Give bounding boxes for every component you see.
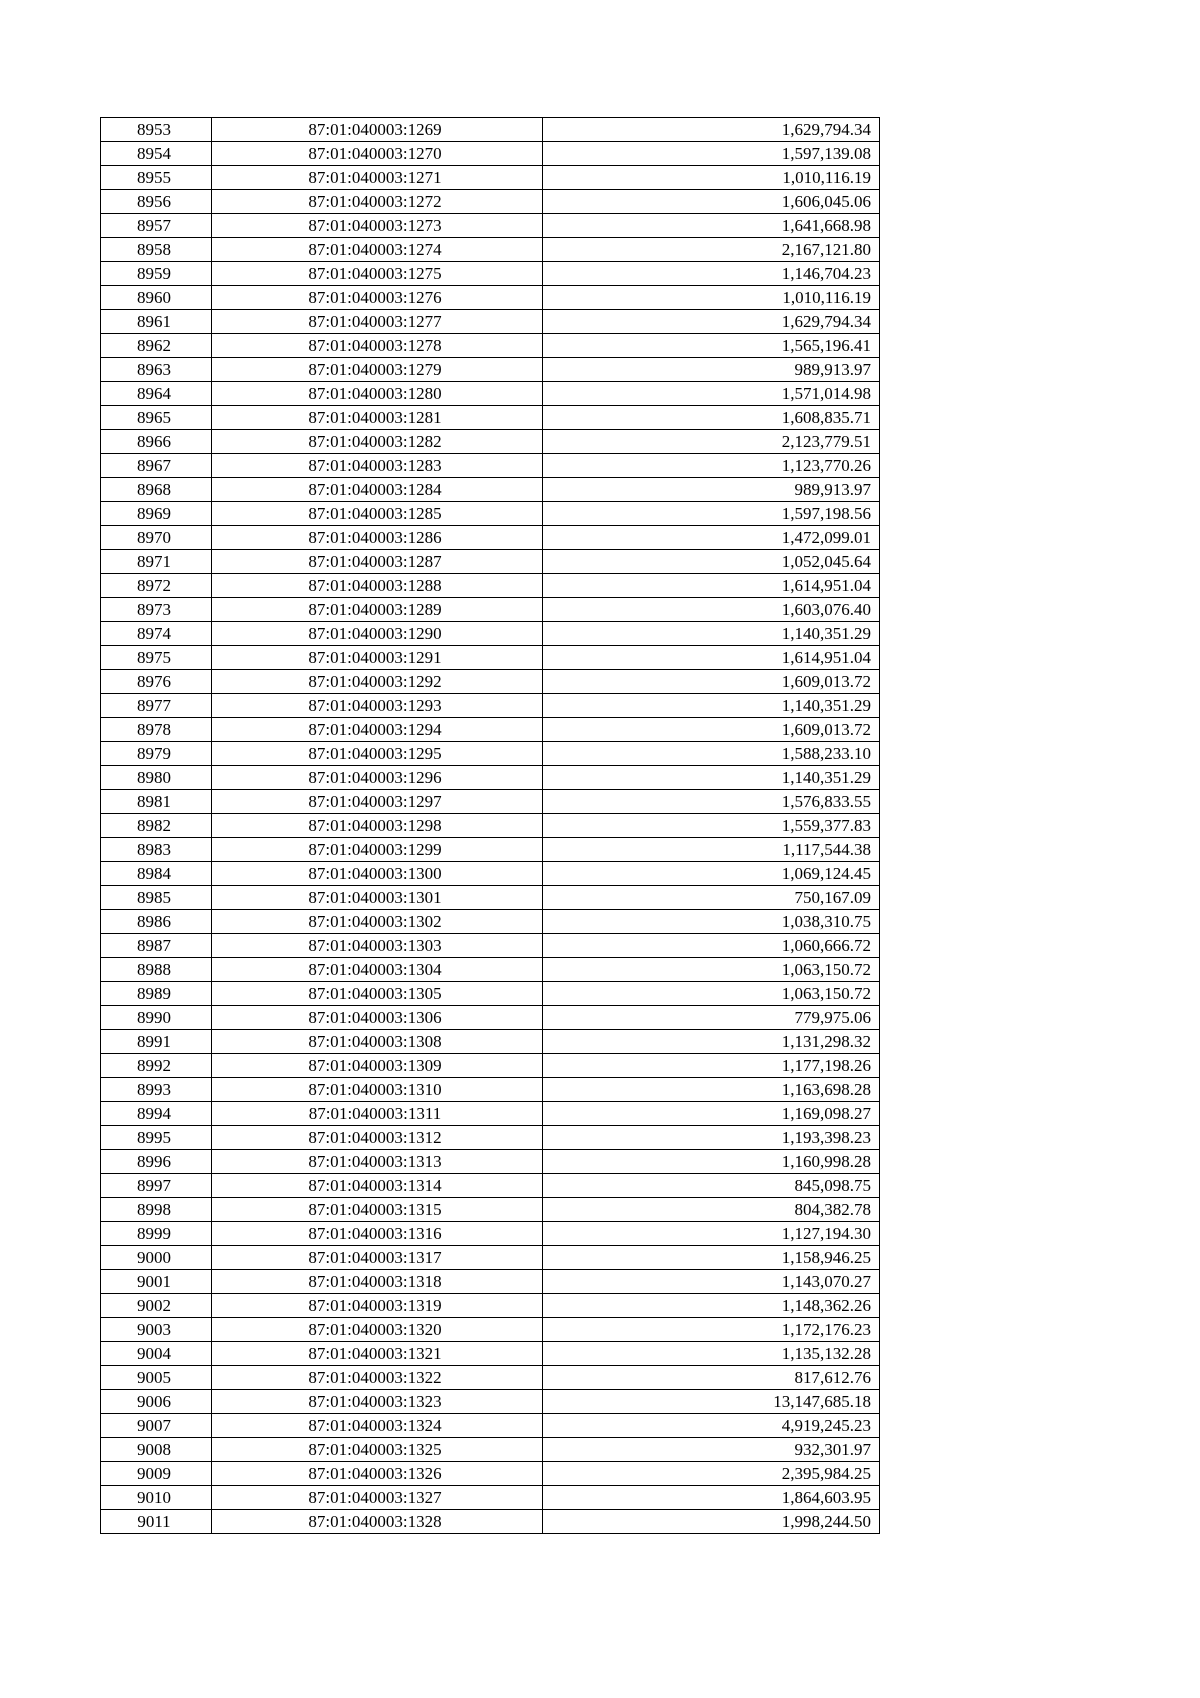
- table-row: [101, 1150, 880, 1174]
- value-cell: 1,597,198.56: [543, 502, 880, 526]
- table-row: [101, 574, 880, 598]
- value-cell: 1,169,098.27: [543, 1102, 880, 1126]
- row-number-cell: 8998: [101, 1198, 212, 1222]
- value-cell: 989,913.97: [543, 358, 880, 382]
- cadastral-number-cell: 87:01:040003:1315: [212, 1198, 543, 1222]
- cadastral-number-cell: 87:01:040003:1291: [212, 646, 543, 670]
- value-cell: 1,140,351.29: [543, 694, 880, 718]
- row-number-cell: 8976: [101, 670, 212, 694]
- cadastral-number-cell: 87:01:040003:1275: [212, 262, 543, 286]
- table-row: [101, 1246, 880, 1270]
- row-number-cell: 8970: [101, 526, 212, 550]
- row-number-cell: 9009: [101, 1462, 212, 1486]
- table-row: [101, 1222, 880, 1246]
- cadastral-number-cell: 87:01:040003:1279: [212, 358, 543, 382]
- row-number-cell: 8963: [101, 358, 212, 382]
- row-number-cell: 8954: [101, 142, 212, 166]
- cadastral-number-cell: 87:01:040003:1277: [212, 310, 543, 334]
- value-cell: 1,177,198.26: [543, 1054, 880, 1078]
- cadastral-number-cell: 87:01:040003:1294: [212, 718, 543, 742]
- cadastral-number-cell: 87:01:040003:1310: [212, 1078, 543, 1102]
- table-row: [101, 718, 880, 742]
- row-number-cell: 8967: [101, 454, 212, 478]
- value-cell: 1,160,998.28: [543, 1150, 880, 1174]
- value-cell: 1,641,668.98: [543, 214, 880, 238]
- table-row: [101, 1438, 880, 1462]
- table-row: [101, 1390, 880, 1414]
- row-number-cell: 8983: [101, 838, 212, 862]
- row-number-cell: 8997: [101, 1174, 212, 1198]
- row-number-cell: 8959: [101, 262, 212, 286]
- table-row: [101, 622, 880, 646]
- table-row: [101, 1126, 880, 1150]
- cadastral-number-cell: 87:01:040003:1280: [212, 382, 543, 406]
- value-cell: 1,193,398.23: [543, 1126, 880, 1150]
- value-cell: 1,588,233.10: [543, 742, 880, 766]
- cadastral-number-cell: 87:01:040003:1282: [212, 430, 543, 454]
- row-number-cell: 8995: [101, 1126, 212, 1150]
- row-number-cell: 8984: [101, 862, 212, 886]
- table-row: [101, 262, 880, 286]
- value-cell: 1,472,099.01: [543, 526, 880, 550]
- row-number-cell: 9007: [101, 1414, 212, 1438]
- row-number-cell: 8994: [101, 1102, 212, 1126]
- value-cell: 1,140,351.29: [543, 766, 880, 790]
- row-number-cell: 8953: [101, 118, 212, 142]
- table-row: [101, 1462, 880, 1486]
- value-cell: 2,123,779.51: [543, 430, 880, 454]
- table-row: [101, 1078, 880, 1102]
- table-row: [101, 214, 880, 238]
- row-number-cell: 8972: [101, 574, 212, 598]
- row-number-cell: 9003: [101, 1318, 212, 1342]
- value-cell: 1,131,298.32: [543, 1030, 880, 1054]
- table-row: [101, 478, 880, 502]
- value-cell: 1,614,951.04: [543, 574, 880, 598]
- table-row: [101, 742, 880, 766]
- value-cell: 1,123,770.26: [543, 454, 880, 478]
- row-number-cell: 8993: [101, 1078, 212, 1102]
- value-cell: 2,167,121.80: [543, 238, 880, 262]
- row-number-cell: 8989: [101, 982, 212, 1006]
- table-row: [101, 430, 880, 454]
- cadastral-number-cell: 87:01:040003:1308: [212, 1030, 543, 1054]
- value-cell: 779,975.06: [543, 1006, 880, 1030]
- table-row: [101, 454, 880, 478]
- table-row: [101, 1294, 880, 1318]
- value-cell: 1,060,666.72: [543, 934, 880, 958]
- table-row: [101, 886, 880, 910]
- cadastral-number-cell: 87:01:040003:1273: [212, 214, 543, 238]
- table-row: [101, 1414, 880, 1438]
- row-number-cell: 8985: [101, 886, 212, 910]
- row-number-cell: 8991: [101, 1030, 212, 1054]
- value-cell: 1,597,139.08: [543, 142, 880, 166]
- cadastral-number-cell: 87:01:040003:1272: [212, 190, 543, 214]
- row-number-cell: 8986: [101, 910, 212, 934]
- table-row: [101, 1342, 880, 1366]
- table-row: [101, 1486, 880, 1510]
- value-cell: 1,629,794.34: [543, 118, 880, 142]
- value-cell: 1,143,070.27: [543, 1270, 880, 1294]
- table-row: [101, 382, 880, 406]
- cadastral-number-cell: 87:01:040003:1301: [212, 886, 543, 910]
- row-number-cell: 9002: [101, 1294, 212, 1318]
- cadastral-number-cell: 87:01:040003:1281: [212, 406, 543, 430]
- row-number-cell: 8969: [101, 502, 212, 526]
- row-number-cell: 8956: [101, 190, 212, 214]
- row-number-cell: 8975: [101, 646, 212, 670]
- row-number-cell: 8999: [101, 1222, 212, 1246]
- row-number-cell: 8978: [101, 718, 212, 742]
- value-cell: 817,612.76: [543, 1366, 880, 1390]
- value-cell: 1,998,244.50: [543, 1510, 880, 1534]
- table-row: [101, 406, 880, 430]
- cadastral-number-cell: 87:01:040003:1298: [212, 814, 543, 838]
- row-number-cell: 8982: [101, 814, 212, 838]
- cadastral-number-cell: 87:01:040003:1290: [212, 622, 543, 646]
- row-number-cell: 9011: [101, 1510, 212, 1534]
- row-number-cell: 9000: [101, 1246, 212, 1270]
- value-cell: 1,063,150.72: [543, 958, 880, 982]
- row-number-cell: 8979: [101, 742, 212, 766]
- cadastral-number-cell: 87:01:040003:1306: [212, 1006, 543, 1030]
- value-cell: 1,146,704.23: [543, 262, 880, 286]
- table-row: [101, 286, 880, 310]
- row-number-cell: 8966: [101, 430, 212, 454]
- table-row: [101, 910, 880, 934]
- table-row: [101, 1102, 880, 1126]
- cadastral-number-cell: 87:01:040003:1328: [212, 1510, 543, 1534]
- value-cell: 2,395,984.25: [543, 1462, 880, 1486]
- value-cell: 1,140,351.29: [543, 622, 880, 646]
- value-cell: 13,147,685.18: [543, 1390, 880, 1414]
- table-row: [101, 166, 880, 190]
- cadastral-number-cell: 87:01:040003:1326: [212, 1462, 543, 1486]
- row-number-cell: 8992: [101, 1054, 212, 1078]
- cadastral-number-cell: 87:01:040003:1309: [212, 1054, 543, 1078]
- cadastral-number-cell: 87:01:040003:1317: [212, 1246, 543, 1270]
- table-row: [101, 1270, 880, 1294]
- value-cell: 1,172,176.23: [543, 1318, 880, 1342]
- value-cell: 1,608,835.71: [543, 406, 880, 430]
- table-row: [101, 550, 880, 574]
- row-number-cell: 8960: [101, 286, 212, 310]
- value-cell: 1,063,150.72: [543, 982, 880, 1006]
- table-row: [101, 310, 880, 334]
- value-cell: 1,135,132.28: [543, 1342, 880, 1366]
- value-cell: 1,609,013.72: [543, 670, 880, 694]
- cadastral-number-cell: 87:01:040003:1274: [212, 238, 543, 262]
- cadastral-number-cell: 87:01:040003:1269: [212, 118, 543, 142]
- cadastral-number-cell: 87:01:040003:1304: [212, 958, 543, 982]
- row-number-cell: 9001: [101, 1270, 212, 1294]
- table-row: [101, 694, 880, 718]
- row-number-cell: 9006: [101, 1390, 212, 1414]
- cadastral-number-cell: 87:01:040003:1285: [212, 502, 543, 526]
- table-row: [101, 190, 880, 214]
- cadastral-number-cell: 87:01:040003:1325: [212, 1438, 543, 1462]
- cadastral-number-cell: 87:01:040003:1323: [212, 1390, 543, 1414]
- value-cell: 804,382.78: [543, 1198, 880, 1222]
- cadastral-number-cell: 87:01:040003:1313: [212, 1150, 543, 1174]
- cadastral-number-cell: 87:01:040003:1321: [212, 1342, 543, 1366]
- cadastral-number-cell: 87:01:040003:1300: [212, 862, 543, 886]
- value-cell: 1,010,116.19: [543, 166, 880, 190]
- cadastral-number-cell: 87:01:040003:1319: [212, 1294, 543, 1318]
- table-row: [101, 838, 880, 862]
- value-cell: 1,158,946.25: [543, 1246, 880, 1270]
- row-number-cell: 8980: [101, 766, 212, 790]
- cadastral-number-cell: 87:01:040003:1286: [212, 526, 543, 550]
- value-cell: 1,603,076.40: [543, 598, 880, 622]
- value-cell: 1,864,603.95: [543, 1486, 880, 1510]
- value-cell: 1,571,014.98: [543, 382, 880, 406]
- row-number-cell: 9005: [101, 1366, 212, 1390]
- row-number-cell: 8987: [101, 934, 212, 958]
- row-number-cell: 8962: [101, 334, 212, 358]
- cadastral-number-cell: 87:01:040003:1293: [212, 694, 543, 718]
- value-cell: 1,606,045.06: [543, 190, 880, 214]
- cadastral-number-cell: 87:01:040003:1314: [212, 1174, 543, 1198]
- cadastral-number-cell: 87:01:040003:1305: [212, 982, 543, 1006]
- row-number-cell: 8965: [101, 406, 212, 430]
- table-body: [101, 118, 880, 1534]
- value-cell: 1,629,794.34: [543, 310, 880, 334]
- table-row: [101, 766, 880, 790]
- table-row: [101, 334, 880, 358]
- row-number-cell: 8990: [101, 1006, 212, 1030]
- table-row: [101, 646, 880, 670]
- value-cell: 1,576,833.55: [543, 790, 880, 814]
- table-row: [101, 934, 880, 958]
- cadastral-number-cell: 87:01:040003:1271: [212, 166, 543, 190]
- table-row: [101, 1198, 880, 1222]
- row-number-cell: 8957: [101, 214, 212, 238]
- row-number-cell: 8977: [101, 694, 212, 718]
- table-row: [101, 790, 880, 814]
- row-number-cell: 8974: [101, 622, 212, 646]
- row-number-cell: 8958: [101, 238, 212, 262]
- cadastral-number-cell: 87:01:040003:1288: [212, 574, 543, 598]
- table-row: [101, 1030, 880, 1054]
- cadastral-number-cell: 87:01:040003:1324: [212, 1414, 543, 1438]
- value-cell: 1,127,194.30: [543, 1222, 880, 1246]
- cadastral-number-cell: 87:01:040003:1297: [212, 790, 543, 814]
- cadastral-number-cell: 87:01:040003:1299: [212, 838, 543, 862]
- row-number-cell: 8961: [101, 310, 212, 334]
- cadastral-number-cell: 87:01:040003:1302: [212, 910, 543, 934]
- table-row: [101, 358, 880, 382]
- cadastral-number-cell: 87:01:040003:1318: [212, 1270, 543, 1294]
- table-row: [101, 958, 880, 982]
- table-row: [101, 1366, 880, 1390]
- value-cell: 4,919,245.23: [543, 1414, 880, 1438]
- value-cell: 1,010,116.19: [543, 286, 880, 310]
- row-number-cell: 8971: [101, 550, 212, 574]
- row-number-cell: 8973: [101, 598, 212, 622]
- row-number-cell: 9004: [101, 1342, 212, 1366]
- value-cell: 1,117,544.38: [543, 838, 880, 862]
- table-row: [101, 1174, 880, 1198]
- cadastral-number-cell: 87:01:040003:1283: [212, 454, 543, 478]
- cadastral-number-cell: 87:01:040003:1278: [212, 334, 543, 358]
- row-number-cell: 9010: [101, 1486, 212, 1510]
- value-cell: 750,167.09: [543, 886, 880, 910]
- table-row: [101, 1318, 880, 1342]
- value-cell: 1,565,196.41: [543, 334, 880, 358]
- table-row: [101, 1006, 880, 1030]
- table-row: [101, 598, 880, 622]
- table-row: [101, 814, 880, 838]
- cadastral-number-cell: 87:01:040003:1284: [212, 478, 543, 502]
- row-number-cell: 8996: [101, 1150, 212, 1174]
- cadastral-number-cell: 87:01:040003:1289: [212, 598, 543, 622]
- table-row: [101, 862, 880, 886]
- table-row: [101, 1054, 880, 1078]
- value-cell: 1,559,377.83: [543, 814, 880, 838]
- row-number-cell: 8955: [101, 166, 212, 190]
- table-row: [101, 238, 880, 262]
- value-cell: 1,163,698.28: [543, 1078, 880, 1102]
- table-row: [101, 982, 880, 1006]
- cadastral-number-cell: 87:01:040003:1327: [212, 1486, 543, 1510]
- value-cell: 932,301.97: [543, 1438, 880, 1462]
- value-cell: 1,609,013.72: [543, 718, 880, 742]
- cadastral-number-cell: 87:01:040003:1270: [212, 142, 543, 166]
- cadastral-number-cell: 87:01:040003:1292: [212, 670, 543, 694]
- row-number-cell: 8988: [101, 958, 212, 982]
- cadastral-number-cell: 87:01:040003:1303: [212, 934, 543, 958]
- cadastral-number-cell: 87:01:040003:1322: [212, 1366, 543, 1390]
- table-row: [101, 502, 880, 526]
- table-row: [101, 142, 880, 166]
- table-row: [101, 1510, 880, 1534]
- table-row: [101, 670, 880, 694]
- row-number-cell: 8964: [101, 382, 212, 406]
- value-cell: 1,052,045.64: [543, 550, 880, 574]
- row-number-cell: 8981: [101, 790, 212, 814]
- table-row: [101, 118, 880, 142]
- cadastral-number-cell: 87:01:040003:1296: [212, 766, 543, 790]
- cadastral-number-cell: 87:01:040003:1316: [212, 1222, 543, 1246]
- row-number-cell: 8968: [101, 478, 212, 502]
- row-number-cell: 9008: [101, 1438, 212, 1462]
- value-cell: 1,148,362.26: [543, 1294, 880, 1318]
- value-cell: 1,069,124.45: [543, 862, 880, 886]
- value-cell: 1,038,310.75: [543, 910, 880, 934]
- cadastral-number-cell: 87:01:040003:1320: [212, 1318, 543, 1342]
- cadastral-number-cell: 87:01:040003:1295: [212, 742, 543, 766]
- cadastral-number-cell: 87:01:040003:1287: [212, 550, 543, 574]
- cadastral-number-cell: 87:01:040003:1312: [212, 1126, 543, 1150]
- cadastral-number-cell: 87:01:040003:1311: [212, 1102, 543, 1126]
- cadastral-number-cell: 87:01:040003:1276: [212, 286, 543, 310]
- value-cell: 845,098.75: [543, 1174, 880, 1198]
- data-table: [100, 117, 880, 1534]
- value-cell: 1,614,951.04: [543, 646, 880, 670]
- table-row: [101, 526, 880, 550]
- value-cell: 989,913.97: [543, 478, 880, 502]
